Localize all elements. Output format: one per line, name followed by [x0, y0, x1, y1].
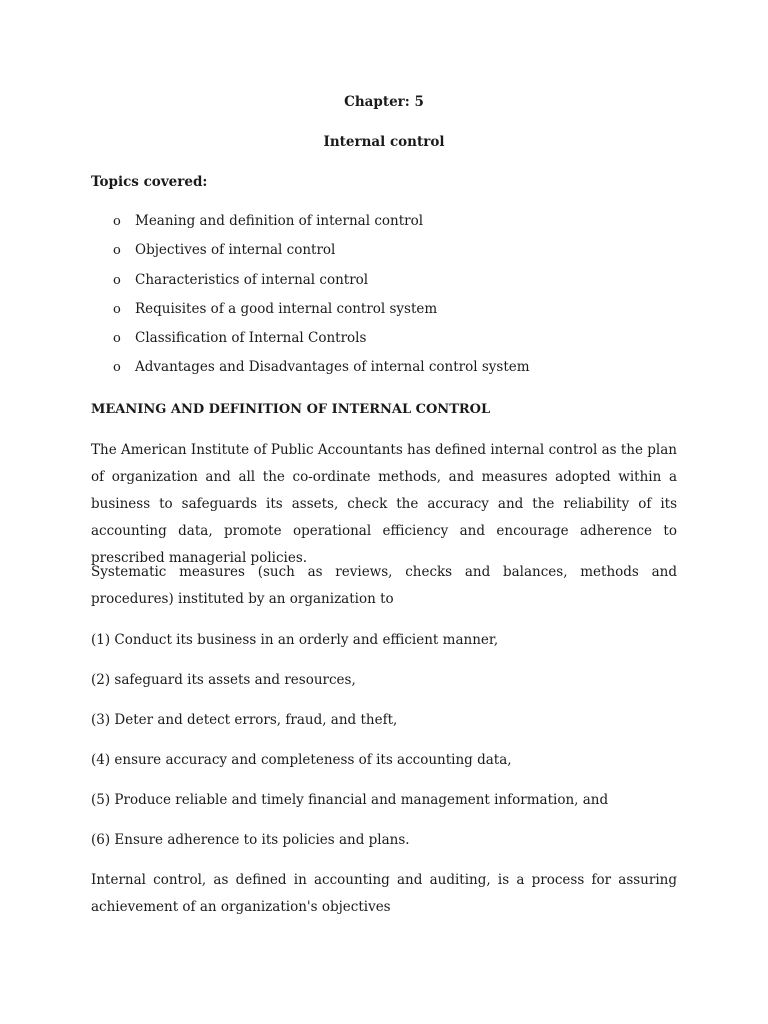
numbered-item: (3) Deter and detect errors, fraud, and theft, [91, 712, 398, 728]
definition-paragraph: The American Institute of Public Accountants has defined internal control as the plan of organization and all the co-ordinate methods, and measures adopted within a business to safeguards its assets, check the accuracy and the reliability of its accounting data, promote operational efficiency and encourage adherence to prescribed managerial policies. [91, 442, 677, 566]
closing-paragraph: Internal control, as defined in accounting and auditing, is a process for assuring achievement of an organization's objectives [91, 872, 677, 915]
topic-item [91, 242, 530, 271]
bullet-icon: o [113, 301, 121, 317]
topic-label: Characteristics of internal control [135, 271, 369, 288]
numbered-item: (1) Conduct its business in an orderly and efficient manner, [91, 632, 499, 648]
topic-item [91, 272, 530, 301]
topics-label: Topics covered: [91, 174, 208, 190]
topic-label: Advantages and Disadvantages of internal control system [135, 359, 530, 376]
topic-label: Requisites of a good internal control system [135, 300, 438, 317]
topic-item [91, 330, 530, 359]
bullet-icon: o [113, 331, 121, 347]
bullet-icon: o [113, 243, 121, 259]
topic-label: Classification of Internal Controls [135, 330, 367, 347]
topic-item [91, 301, 530, 330]
numbered-item: (6) Ensure adherence to its policies and plans. [91, 832, 410, 848]
bullet-icon: o [113, 272, 121, 288]
chapter-title: Internal control [323, 134, 445, 150]
chapter-number: Chapter: 5 [344, 94, 424, 110]
numbered-item: (2) safeguard its assets and resources, [91, 672, 356, 688]
topic-item [91, 359, 530, 388]
numbered-item: (4) ensure accuracy and completeness of its accounting data, [91, 752, 512, 768]
measures-paragraph: Systematic measures (such as reviews, checks and balances, methods and procedures) instituted by an organization to [91, 564, 677, 607]
topic-label: Objectives of internal control [135, 242, 336, 259]
bullet-icon: o [113, 360, 121, 376]
topic-label: Meaning and definition of internal control [135, 213, 424, 229]
section-heading: MEANING AND DEFINITION OF INTERNAL CONTROL [91, 402, 491, 417]
numbered-item: (5) Produce reliable and timely financial and management information, and [91, 792, 609, 808]
topic-item [91, 213, 530, 242]
topics-list [91, 213, 530, 389]
bullet-icon: o [113, 214, 121, 229]
